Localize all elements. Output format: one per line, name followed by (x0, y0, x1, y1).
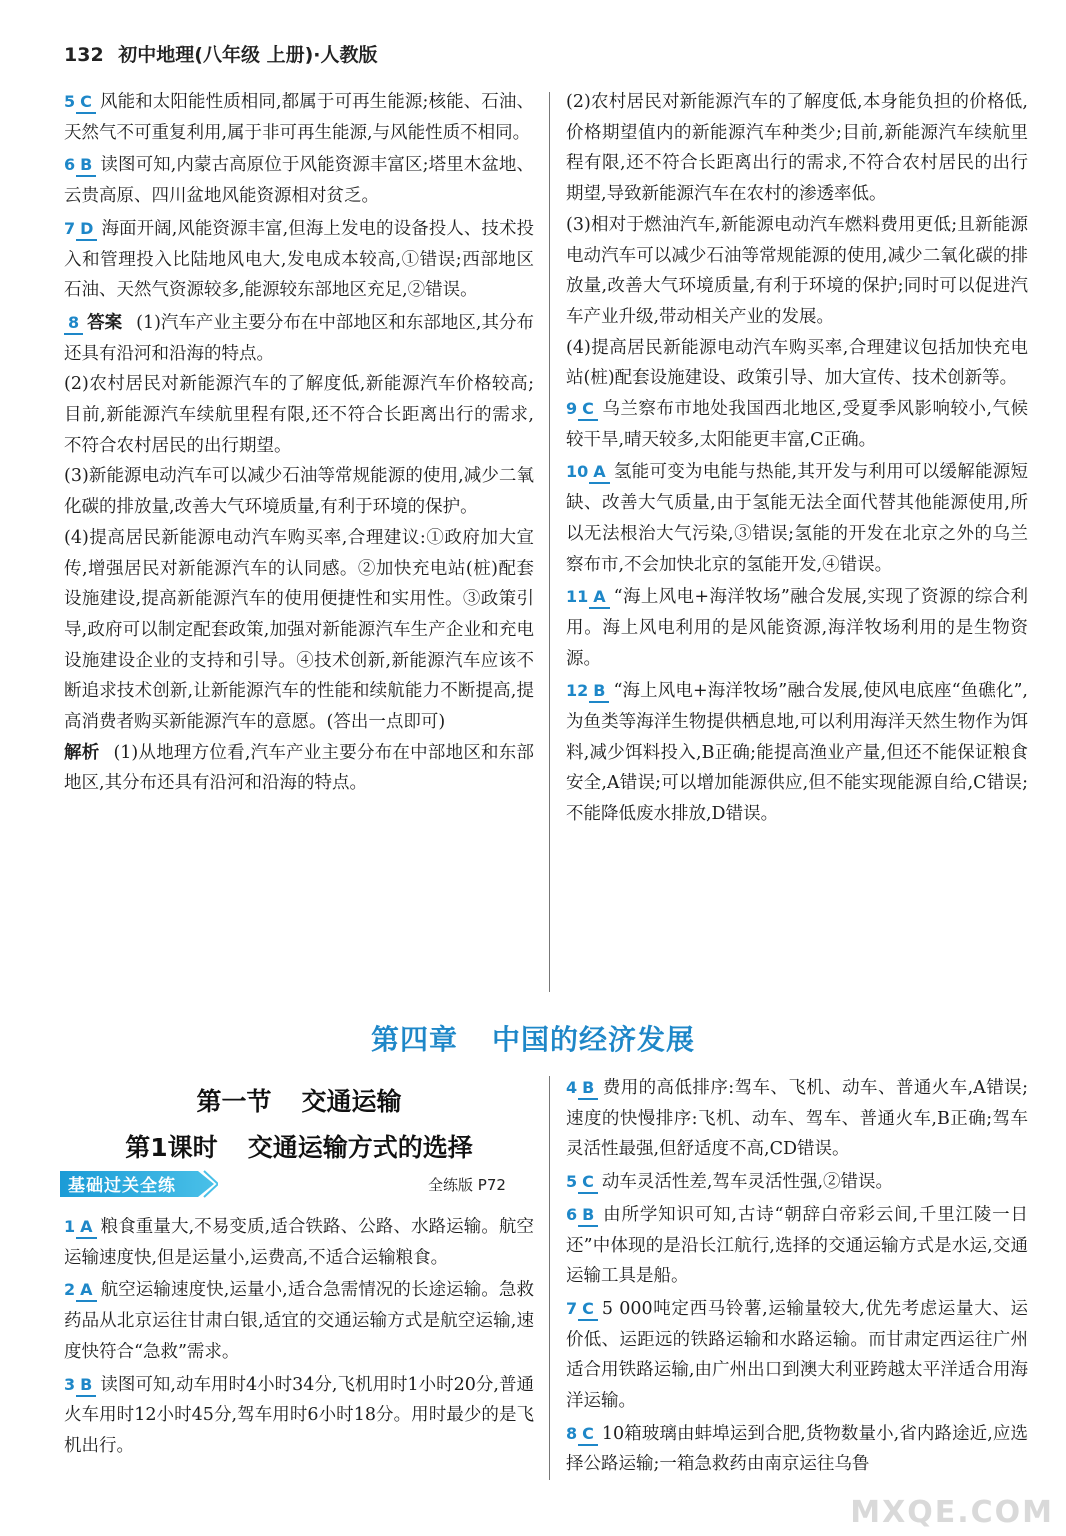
answer-item-10 (566, 457, 1028, 580)
explanation-text: 航空运输速度快,运量小,适合急需情况的长途运输。急救药品从北京运往甘肃白银,适宜的交通运输方式是航空运输,速度快符合“急救”需求。 (64, 1280, 534, 1362)
watermark-logo: MXQE.COM (850, 1495, 1054, 1530)
book-title: 初中地理(八年级 上册)·人教版 (118, 44, 378, 66)
answer-item-9 (566, 394, 1028, 455)
answer-item-6 (64, 150, 534, 211)
analysis-text: (1)从地理方位看,汽车产业主要分布在中部地区和东部地区,其分布还具有沿河和沿海的特点。 (64, 742, 534, 794)
answer-item-5b (566, 1167, 1028, 1198)
answer-item-5 (64, 87, 534, 148)
explanation-text: 由所学知识可知,古诗“朝辞白帝彩云间,千里江陵一日还”中体现的是沿长江航行,选择的交通运输方式是水运,交通运输工具是船。 (566, 1204, 1028, 1287)
section-title: 第一节 交通运输 (196, 1087, 402, 1116)
lower-right-column (566, 1073, 1028, 1480)
explanation-text: 动车灵活性差,驾车灵活性强,②错误。 (601, 1172, 894, 1193)
analysis-label: 解析 (64, 742, 100, 763)
answer-badge: 5 C (64, 87, 96, 118)
upper-left-column (64, 87, 534, 799)
answer-badge: 8 (64, 308, 83, 339)
practice-banner (58, 1168, 218, 1200)
answer-item-1 (64, 1212, 534, 1273)
analysis-paragraph-2: (2)农村居民对新能源汽车的了解度低,本身能负担的价格低,价格期望值内的新能源汽车种类少;目前,新能源汽车续航里程有限,还不符合长距离出行的需求,不符合农村居民的出行期望,导致新能源汽车在农村的渗透率低。 (566, 92, 1028, 205)
explanation-text: 5 000吨定西马铃薯,运输量较大,优先考虑运量大、运价低、运距远的铁路运输和水路运输。而甘肃定西运往广州适合用铁路运输,由广州出口到澳大利亚跨越太平洋适合用海洋运输。 (566, 1298, 1028, 1412)
page-number: 132 (64, 44, 104, 66)
analysis-paragraph (64, 738, 534, 799)
answer-item-7b (566, 1294, 1028, 1417)
answer-badge: 2 A (64, 1275, 97, 1306)
answer-item-6b (566, 1200, 1028, 1292)
answer-badge: 11 A (566, 582, 610, 613)
answer-item-12 (566, 676, 1028, 830)
answer-badge: 6 B (64, 150, 96, 181)
answer-badge: 8 C (566, 1419, 598, 1450)
answer-paragraph-2: (2)农村居民对新能源汽车的了解度低,新能源汽车价格较高;目前,新能源汽车续航里程有限,还不符合长距离出行的需求,不符合农村居民的出行期望。 (64, 374, 534, 456)
analysis-paragraph-4: (4)提高居民新能源电动汽车购买率,合理建议包括加快充电站(桩)配套设施建设、政策引导、加大宣传、技术创新等。 (566, 337, 1028, 389)
column-divider-lower (549, 1076, 550, 1480)
answer-item-4 (566, 1073, 1028, 1165)
lesson-title: 第1课时 交通运输方式的选择 (125, 1133, 473, 1162)
answer-item-8b (566, 1419, 1028, 1480)
answer-item-8 (64, 308, 534, 369)
answer-badge: 7 D (64, 214, 97, 245)
explanation-text: 粮食重量大,不易变质,适合铁路、公路、水路运输。航空运输速度快,但是运量小,运费高,不适合运输粮食。 (64, 1217, 534, 1268)
chapter-title: 第四章 中国的经济发展 (370, 1023, 696, 1056)
explanation-text: 风能和太阳能性质相同,都属于可再生能源;核能、石油、天然气不可重复利用,属于非可再生能源,与风能性质不相同。 (64, 92, 534, 143)
explanation-text: 海面开阔,风能资源丰富,但海上发电的设备投人、技术投入和管理投入比陆地风电大,发电成本较高,①错误;西部地区石油、天然气资源较多,能源较东部地区充足,②错误。 (64, 218, 534, 301)
column-divider-upper (549, 92, 550, 992)
lower-left-column (64, 1212, 534, 1462)
answer-paragraph-3: (3)新能源电动汽车可以减少石油等常规能源的使用,减少二氧化碳的排放量,改善大气环境质量,有利于环境的保护。 (64, 466, 534, 518)
answer-badge: 10 A (566, 457, 610, 488)
explanation-text: 费用的高低排序:驾车、飞机、动车、普通火车,A错误;速度的快慢排序:飞机、动车、驾车、普通火车,B正确;驾车灵活性最强,但舒适度不高,CD错误。 (566, 1078, 1028, 1160)
answer-badge: 9 C (566, 394, 598, 425)
answer-badge: 12 B (566, 676, 609, 707)
answer-badge: 1 A (64, 1212, 97, 1243)
banner-label: 基础过关全练 (68, 1176, 176, 1196)
explanation-text: “海上风电+海洋牧场”融合发展,使风电底座“鱼礁化”,为鱼类等海洋生物提供栖息地,可以利用海洋天然生物作为饵料,减少饵料投入,B正确;能提高渔业产量,但还不能保证粮食安全,A错误;可以增加能源供应,但不能实现能源自给,C错误;不能降低废水排放,D错误。 (566, 681, 1028, 825)
explanation-text: 10箱玻璃由蚌埠运到合肥,货物数量小,省内路途近,应选择公路运输;一箱急救药由南京运往乌鲁 (566, 1423, 1028, 1475)
answer-badge: 7 C (566, 1294, 598, 1325)
answer-paragraph-4: (4)提高居民新能源电动汽车购买率,合理建议:①政府加大宣传,增强居民对新能源汽车的认同感。②加快充电站(桩)配套设施建设,提高新能源汽车的使用便捷性和实用性。③政策引导,政府可以制定配套政策,加强对新能源汽车生产企业和充电设施建设企业的支持和引导。④技术创新,新能源汽车应该不断追求技术创新,让新能源汽车的性能和续航能力不断提高,提高消费者购买新能源汽车的意愿。(答出一点即可) (64, 527, 534, 733)
explanation-text: 氢能可变为电能与热能,其开发与利用可以缓解能源短缺、改善大气质量,由于氢能无法全面代替其他能源使用,所以无法根治大气污染,③错误;氢能的开发在北京之外的乌兰察布市,不会加快北京的氢能开发,④错误。 (566, 462, 1028, 575)
answer-item-11 (566, 582, 1028, 674)
explanation-text: 读图可知,动车用时4小时34分,飞机用时1小时20分,普通火车用时12小时45分,驾车用时6小时18分。用时最少的是飞机出行。 (64, 1374, 534, 1456)
explanation-text: 乌兰察布市地处我国西北地区,受夏季风影响较小,气候较干旱,晴天较多,太阳能更丰富,C正确。 (566, 399, 1028, 450)
answer-item-2 (64, 1275, 534, 1367)
answer-badge: 3 B (64, 1370, 96, 1401)
answer-paragraph-1: (1)汽车产业主要分布在中部地区和东部地区,其分布还具有沿河和沿海的特点。 (64, 312, 534, 364)
reference-text: 全练版 P72 (428, 1176, 506, 1194)
page-header (64, 40, 378, 67)
explanation-text: 读图可知,内蒙古高原位于风能资源丰富区;塔里木盆地、云贵高原、四川盆地风能资源相对贫乏。 (64, 155, 534, 207)
answer-label: 答案 (87, 312, 123, 333)
explanation-text: “海上风电+海洋牧场”融合发展,实现了资源的综合利用。海上风电利用的是风能资源,海洋牧场利用的是生物资源。 (566, 587, 1028, 669)
answer-item-3 (64, 1370, 534, 1462)
answer-badge: 4 B (566, 1073, 598, 1104)
answer-badge: 5 C (566, 1167, 598, 1198)
upper-right-column (566, 87, 1028, 830)
answer-badge: 6 B (566, 1200, 598, 1231)
answer-item-7 (64, 214, 534, 306)
analysis-paragraph-3: (3)相对于燃油汽车,新能源电动汽车燃料费用更低;且新能源电动汽车可以减少石油等常规能源的使用,减少二氧化碳的排放量,改善大气环境质量,有利于环境的保护;同时可以促进汽车产业升级,带动相关产业的发展。 (566, 214, 1028, 327)
